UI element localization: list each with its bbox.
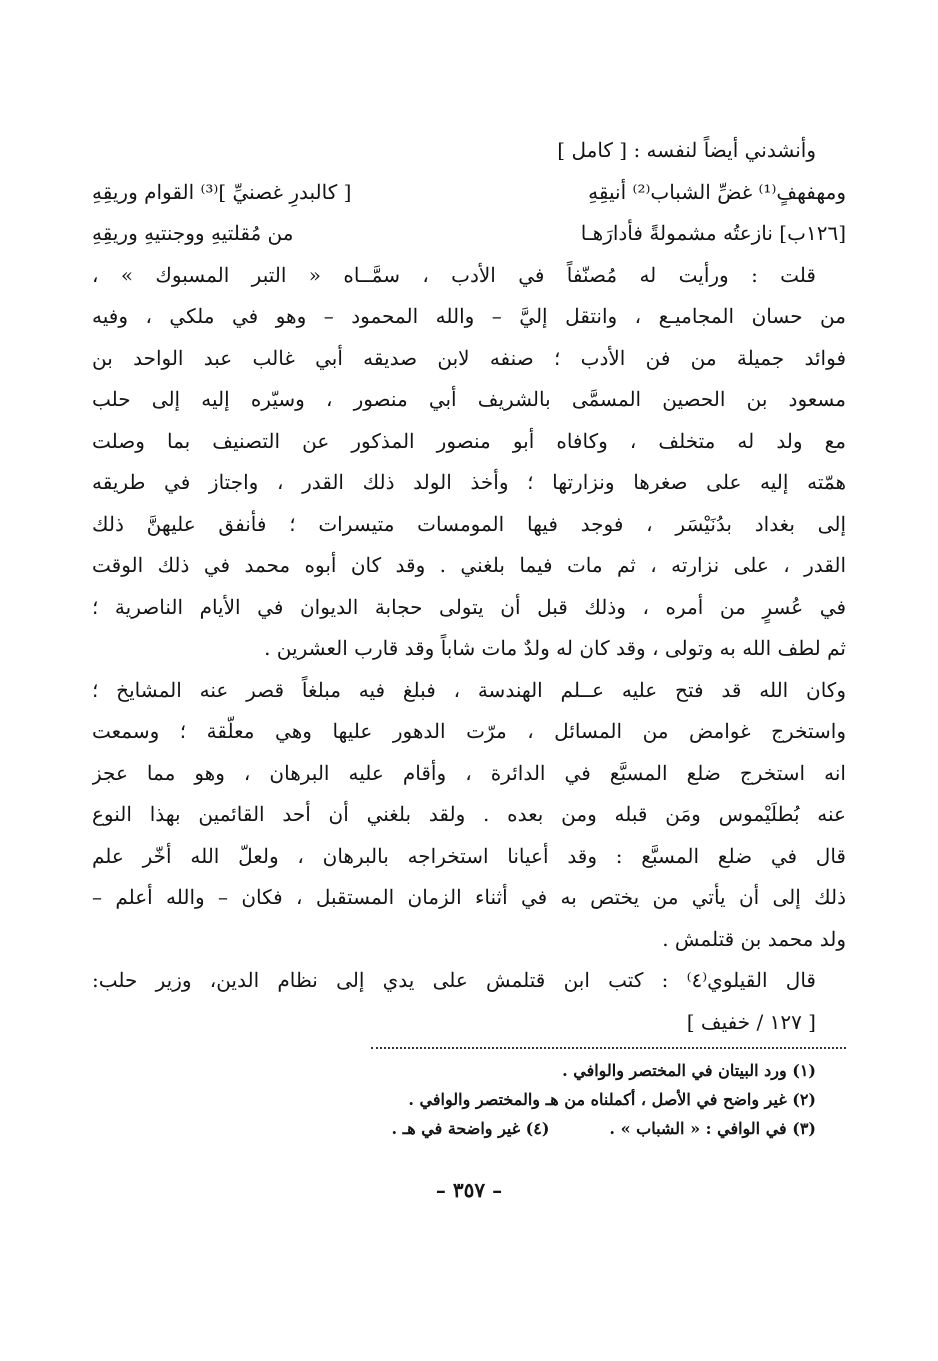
prose-line: قلت : ورأيت له مُصنّفاً في الأدب ، سمَّــاه « التبر المسبوك » ، — [92, 262, 816, 287]
footnotes — [110, 1056, 816, 1143]
prose-line: مسعود بن الحصين المسمَّى بالشريف أبي منصور ، وسيّره إليه إلى حلب — [92, 387, 846, 411]
prose-line: من حسان المجاميـع ، وانتقل إليَّ – والله المحمود – وهو في ملكي ، وفيه — [92, 304, 846, 328]
footnote-4: (٤) غير واضحة في هـ . — [391, 1119, 550, 1138]
poem-intro: وأنشدني أيضاً لنفسه : [ كامل ] — [557, 138, 816, 162]
verse-2-second-hemistich: من مُقلتيهِ ووجنتيهِ وريقِهِ — [92, 221, 294, 245]
page-number: – ٣٥٧ – — [435, 1178, 503, 1202]
main-text — [92, 130, 846, 1043]
prose-line: مع ولد له متخلف ، وكافاه أبو منصور المذكور عن التصنيف بما وصلت — [92, 428, 846, 453]
prose-line: عنه بُطلَيْموس ومَن قبله ومن بعده . ولقد بلغني أن أحد القائمين بهذا النوع — [92, 802, 846, 826]
prose-line: انه استخرج ضلع المسبَّع في الدائرة ، وأقام عليه البرهان ، وهو مما عجز — [92, 760, 846, 785]
meter-label: [ ١٢٧ / خفيف ] — [686, 1009, 816, 1034]
qila-line: قال القيلوي⁽٤⁾ : كتب ابن قتلمش على يدي إلى نظام الدين، وزير حلب: — [92, 968, 816, 992]
prose-line: ولد محمد بن قتلمش . — [662, 926, 846, 951]
footnote-row-3-4 — [110, 1114, 816, 1143]
verse-2 — [92, 213, 846, 255]
verse-1-first-hemistich: ومهفهفٍ⁽¹⁾ غضِّ الشباب⁽²⁾ أنيقِهِ — [588, 179, 846, 204]
prose-line: القدر ، على نزارته ، ثم مات فيما بلغني . وقد كان أبوه محمد في ذلك الوقت — [92, 553, 846, 577]
prose-line: فوائد جميلة من فن الأدب ؛ صنفه لابن صديقه أبي غالب عبد الواحد بن — [92, 345, 846, 370]
prose-line: في عُسرٍ من أمره ، وذلك قبل أن يتولى حجابة الديوان في الأيام الناصرية ؛ — [92, 594, 846, 619]
prose-line: ثم لطف الله به وتولى ، وقد كان له ولدٌ مات شاباً وقد قارب العشرين . — [264, 636, 846, 660]
footnote-divider — [371, 1047, 846, 1049]
footnote-1: (١) ورد البيتان في المختصر والوافي . — [562, 1061, 816, 1080]
footnote-2: (٢) غير واضح في الأصل ، أكملناه من هـ والمختصر والوافي . — [408, 1090, 816, 1109]
prose-line: قال في ضلع المسبَّع : وقد أعيانا استخراجه بالبرهان ، ولعلّ الله أخّر علم — [92, 843, 846, 868]
prose-line: ذلك إلى أن يأتي من يختص به في أثناء الزمان المستقبل ، فكان – والله أعلم – — [92, 885, 846, 909]
prose-line: همّته إليه على صغرها ونزارتها ؛ وأخذ الولد ذلك القدر ، واجتاز في طريقه — [92, 470, 846, 494]
verse-1 — [92, 172, 846, 214]
prose-line: وكان الله قد فتح عليه عــلم الهندسة ، فبلغ فيه مبلغاً قصر عنه المشايخ ؛ — [92, 677, 846, 702]
footnote-3: (٣) في الوافي : « الشباب » . — [609, 1119, 816, 1138]
prose-line: إلى بغداد بدُنَيْسَر ، فوجد فيها المومسات متيسرات ؛ فأنفق عليهنَّ ذلك — [92, 511, 846, 536]
verse-1-second-hemistich: [ كالبدرِ غصنيِّ ]⁽³⁾ القوام وريقِهِ — [92, 179, 352, 204]
prose-line: واستخرج غوامض من المسائل ، مرّت الدهور عليها وهي معلّقة ؛ وسمعت — [92, 719, 846, 743]
verse-2-first-hemistich: [١٢٦ب] نازعتُه مشمولةً فأدارَهـا — [580, 221, 846, 245]
